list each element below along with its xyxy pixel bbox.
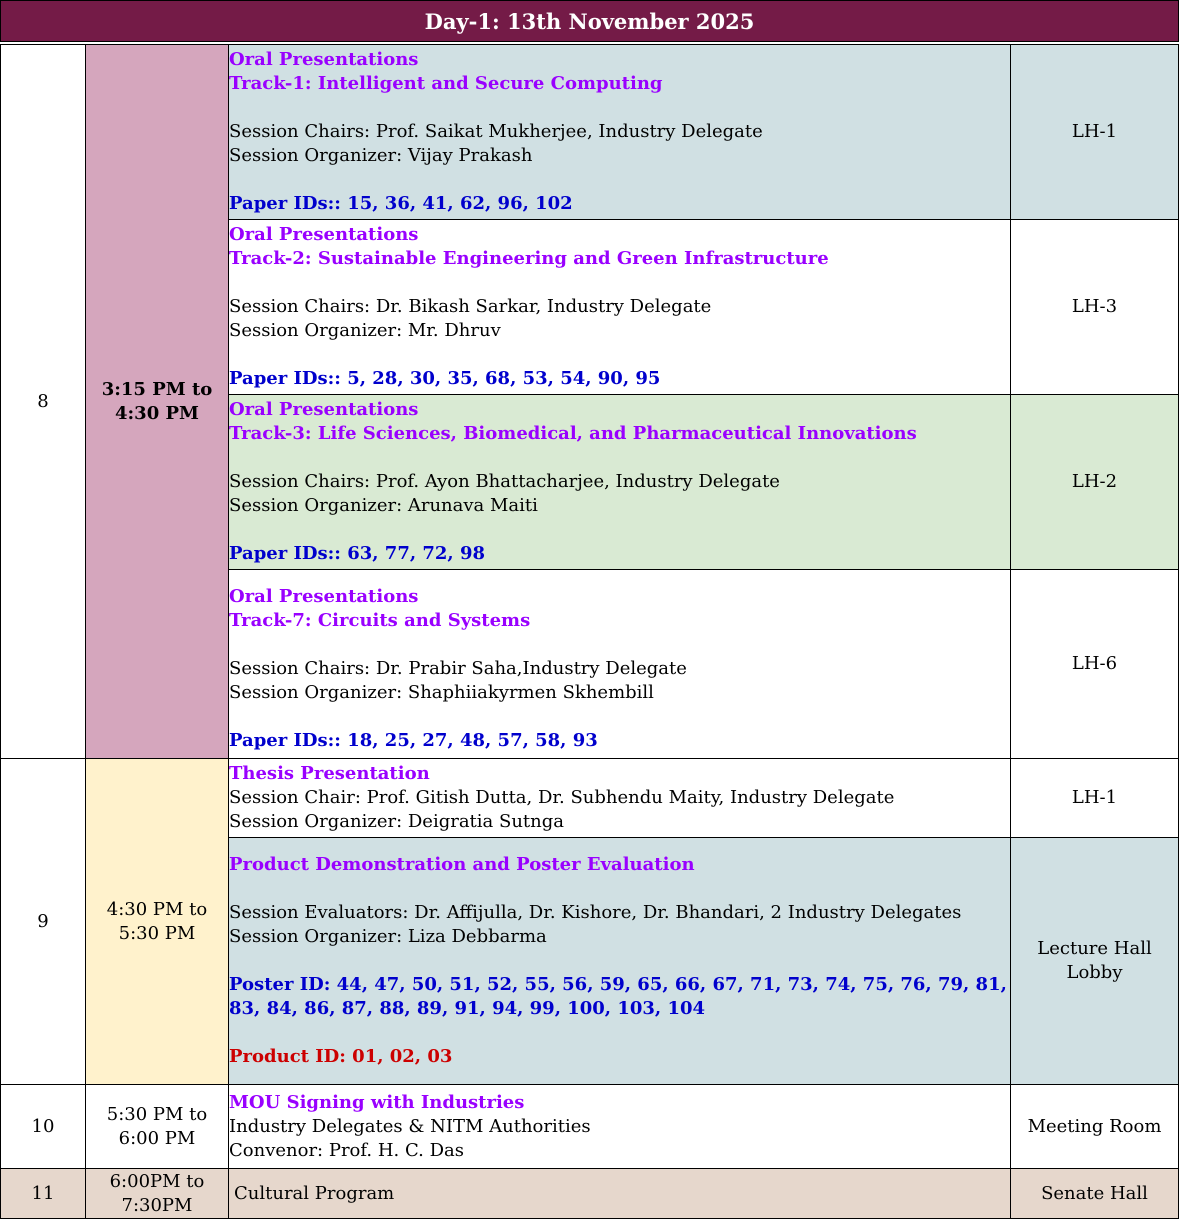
paper-ids: Paper IDs:: 15, 36, 41, 62, 96, 102 xyxy=(229,193,573,214)
paper-ids: Paper IDs:: 5, 28, 30, 35, 68, 53, 54, 90, 95 xyxy=(229,368,661,389)
table-row xyxy=(1,1169,1179,1219)
slot-number: 10 xyxy=(1,1085,86,1169)
session-type: MOU Signing with Industries xyxy=(229,1091,525,1113)
venue-cell xyxy=(1011,220,1179,395)
session-chairs: Session Chairs: Prof. Saikat Mukherjee, Industry Delegate xyxy=(229,121,763,142)
session-organizer: Session Organizer: Arunava Maiti xyxy=(229,495,538,516)
session-cell-track-3 xyxy=(229,395,1011,570)
venue-label: LH-1 xyxy=(1071,121,1118,142)
poster-ids: Poster ID: 44, 47, 50, 51, 52, 55, 56, 59, 65, 66, 67, 71, 73, 74, 75, 76, 79, 81, 83, 84, 86, 87, 88, 89, 91, 94, 99, 100, 103, 104 xyxy=(229,974,1007,1019)
venue-cell xyxy=(1011,1085,1179,1169)
slot-number: 9 xyxy=(1,759,86,1085)
slot-time: 3:15 PM to 4:30 PM xyxy=(86,45,229,759)
day-title-banner xyxy=(0,0,1179,42)
session-cell-track-2 xyxy=(229,220,1011,395)
session-chairs: Session Chair: Prof. Gitish Dutta, Dr. Subhendu Maity, Industry Delegate xyxy=(229,787,895,808)
venue-label: LH-1 xyxy=(1071,787,1118,808)
venue-label: Lobby xyxy=(1066,962,1123,983)
track-title: Track-3: Life Sciences, Biomedical, and Pharmaceutical Innovations xyxy=(229,423,917,444)
venue-label: Meeting Room xyxy=(1027,1115,1162,1137)
session-evaluators: Session Evaluators: Dr. Affijulla, Dr. Kishore, Dr. Bhandari, 2 Industry Delegates xyxy=(229,902,962,923)
session-type: Oral Presentations xyxy=(229,49,419,70)
session-organizer: Session Organizer: Shaphiiakyrmen Skhembill xyxy=(229,682,654,703)
session-chairs: Session Chairs: Dr. Bikash Sarkar, Industry Delegate xyxy=(229,296,712,317)
session-cell-thesis xyxy=(229,759,1011,838)
session-cell-track-1 xyxy=(229,45,1011,220)
venue-cell xyxy=(1011,838,1179,1085)
table-row xyxy=(1,1085,1179,1169)
session-type: Oral Presentations xyxy=(229,224,419,245)
venue-cell xyxy=(1011,759,1179,838)
slot-number: 8 xyxy=(1,45,86,759)
track-title: Track-2: Sustainable Engineering and Green Infrastructure xyxy=(229,248,829,269)
venue-label: Lecture Hall xyxy=(1037,938,1152,959)
slot-time: 6:00PM to 7:30PM xyxy=(86,1169,229,1219)
paper-ids: Paper IDs:: 18, 25, 27, 48, 57, 58, 93 xyxy=(229,730,598,751)
slot-time: 5:30 PM to 6:00 PM xyxy=(86,1085,229,1169)
session-organizer: Session Organizer: Deigratia Sutnga xyxy=(229,811,565,832)
day-title: Day-1: 13th November 2025 xyxy=(424,8,755,34)
product-ids: Product ID: 01, 02, 03 xyxy=(229,1046,453,1067)
table-row xyxy=(1,759,1179,838)
session-cell-mou xyxy=(229,1085,1011,1169)
session-chairs: Session Chairs: Dr. Prabir Saha,Industry Delegate xyxy=(229,658,687,679)
track-title: Track-7: Circuits and Systems xyxy=(229,610,531,631)
session-organizer: Session Organizer: Mr. Dhruv xyxy=(229,320,501,341)
table-row xyxy=(1,45,1179,220)
event-label: Cultural Program xyxy=(234,1183,395,1204)
session-type: Thesis Presentation xyxy=(229,763,430,784)
slot-time: 4:30 PM to 5:30 PM xyxy=(86,759,229,1085)
session-type: Product Demonstration and Poster Evaluation xyxy=(229,854,695,875)
session-cell-product-poster xyxy=(229,838,1011,1085)
session-organizer: Session Organizer: Vijay Prakash xyxy=(229,145,533,166)
session-cell-cultural xyxy=(229,1169,1011,1219)
session-cell-track-7 xyxy=(229,570,1011,759)
venue-label: LH-3 xyxy=(1071,296,1118,317)
session-chairs: Session Chairs: Prof. Ayon Bhattacharjee, Industry Delegate xyxy=(229,471,780,492)
venue-label: LH-6 xyxy=(1071,653,1118,674)
venue-cell xyxy=(1011,570,1179,759)
session-convenor: Convenor: Prof. H. C. Das xyxy=(229,1139,464,1161)
venue-cell xyxy=(1011,395,1179,570)
paper-ids: Paper IDs:: 63, 77, 72, 98 xyxy=(229,543,486,564)
slot-number: 11 xyxy=(1,1169,86,1219)
venue-cell xyxy=(1011,1169,1179,1219)
session-type: Oral Presentations xyxy=(229,586,419,607)
venue-cell xyxy=(1011,45,1179,220)
track-title: Track-1: Intelligent and Secure Computing xyxy=(229,73,663,94)
venue-label: LH-2 xyxy=(1071,471,1118,492)
venue-label: Senate Hall xyxy=(1041,1182,1148,1204)
session-organizer: Session Organizer: Liza Debbarma xyxy=(229,926,547,947)
session-participants: Industry Delegates & NITM Authorities xyxy=(229,1115,591,1137)
schedule-table xyxy=(0,44,1179,1219)
session-type: Oral Presentations xyxy=(229,399,419,420)
